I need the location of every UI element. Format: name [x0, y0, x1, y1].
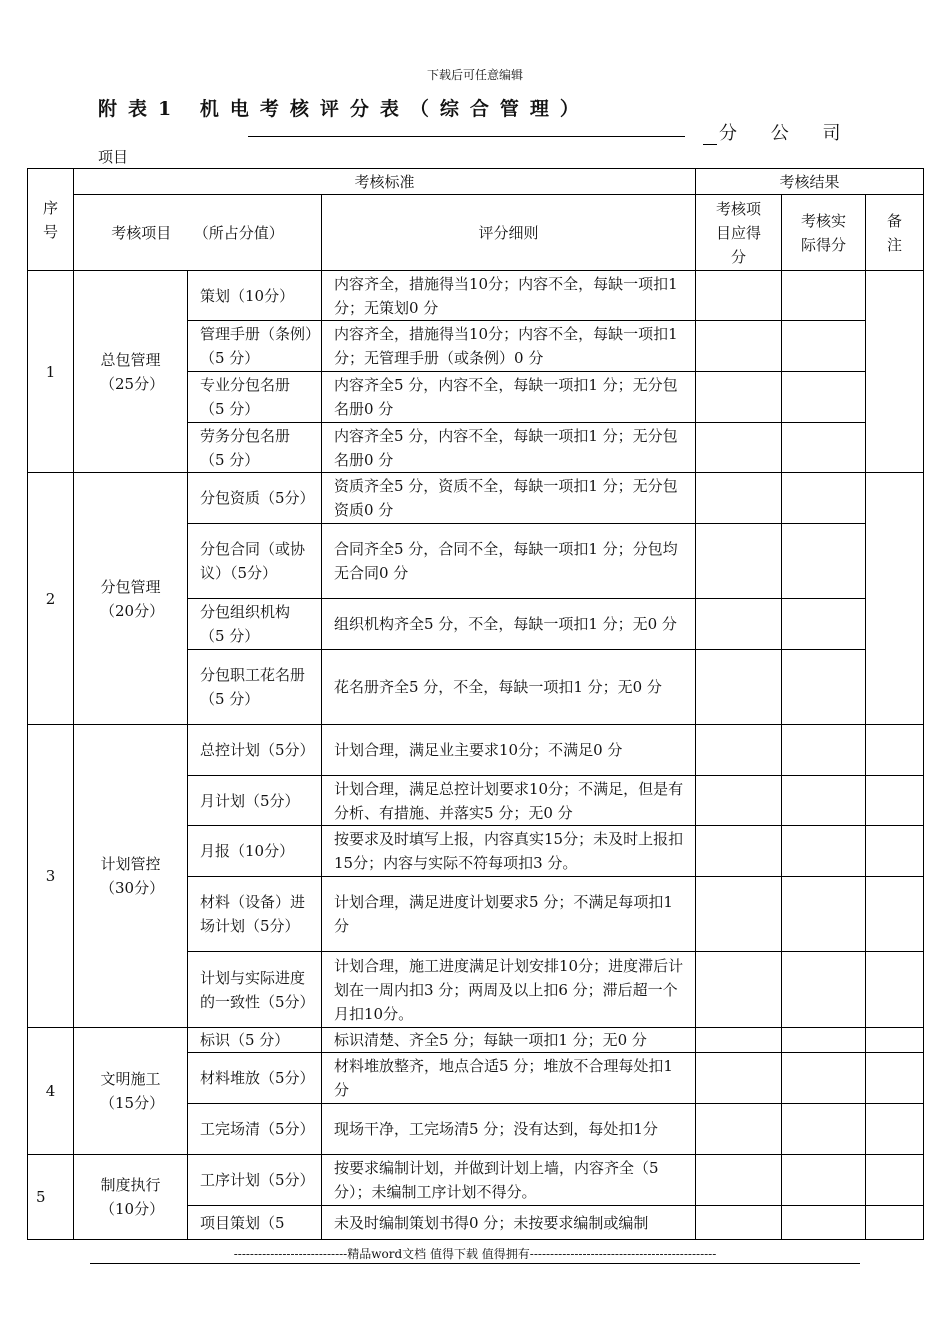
- item-cell: 月报（10分）: [188, 826, 322, 877]
- remark-cell[interactable]: [866, 1028, 924, 1053]
- item-cell: 专业分包名册（5 分）: [188, 372, 322, 423]
- actual-score-cell[interactable]: [782, 423, 866, 473]
- detail-cell: 内容齐全5 分，内容不全，每缺一项扣1 分；无分包名册0 分: [322, 372, 696, 423]
- should-score-cell[interactable]: [696, 1028, 782, 1053]
- actual-score-cell[interactable]: [782, 1028, 866, 1053]
- should-score-cell[interactable]: [696, 1155, 782, 1206]
- group-seq: 2: [28, 473, 74, 725]
- header-item: 考核项目 （所占分值）: [74, 195, 322, 271]
- actual-score-cell[interactable]: [782, 271, 866, 321]
- document-title: 附表1 机电考核评分表（综合管理）: [98, 98, 590, 120]
- actual-score-cell[interactable]: [782, 650, 866, 725]
- footer-rule: [90, 1263, 860, 1264]
- detail-cell: 按要求编制计划，并做到计划上墙，内容齐全（5 分）；未编制工序计划不得分。: [322, 1155, 696, 1206]
- item-cell: 材料堆放（5分）: [188, 1053, 322, 1104]
- actual-score-cell[interactable]: [782, 473, 866, 524]
- header-actual-score: 考核实际得分: [782, 195, 866, 271]
- should-score-cell[interactable]: [696, 524, 782, 599]
- remark-cell[interactable]: [866, 1053, 924, 1104]
- detail-cell: 未及时编制策划书得0 分；未按要求编制或编制: [322, 1206, 696, 1240]
- remark-cell[interactable]: [866, 1104, 924, 1155]
- actual-score-cell[interactable]: [782, 1104, 866, 1155]
- should-score-cell[interactable]: [696, 599, 782, 650]
- scoring-table: [27, 168, 924, 1240]
- actual-score-cell[interactable]: [782, 1206, 866, 1240]
- detail-cell: 资质齐全5 分，资质不全，每缺一项扣1 分；无分包资质0 分: [322, 473, 696, 524]
- group-name: 总包管理（25分）: [74, 271, 188, 473]
- group-name: 计划管控（30分）: [74, 725, 188, 1028]
- actual-score-cell[interactable]: [782, 599, 866, 650]
- should-score-cell[interactable]: [696, 423, 782, 473]
- actual-score-cell[interactable]: [782, 1155, 866, 1206]
- should-score-cell[interactable]: [696, 1053, 782, 1104]
- company-label-text: 分 公 司: [719, 123, 855, 144]
- top-note: 下载后可任意编辑: [426, 68, 523, 82]
- remark-cell[interactable]: [866, 877, 924, 952]
- item-cell: 管理手册（条例）（5 分）: [188, 321, 322, 372]
- table-row: [28, 1028, 924, 1053]
- should-score-cell[interactable]: [696, 776, 782, 826]
- item-cell: 工完场清（5分）: [188, 1104, 322, 1155]
- actual-score-cell[interactable]: [782, 372, 866, 423]
- actual-score-cell[interactable]: [782, 877, 866, 952]
- remark-cell[interactable]: [866, 826, 924, 877]
- item-cell: 策划（10分）: [188, 271, 322, 321]
- remark-cell[interactable]: [866, 271, 924, 473]
- item-cell: 项目策划（5: [188, 1206, 322, 1240]
- should-score-cell[interactable]: [696, 271, 782, 321]
- actual-score-cell[interactable]: [782, 776, 866, 826]
- detail-cell: 计划合理，满足业主要求10分；不满足0 分: [322, 725, 696, 776]
- detail-cell: 合同齐全5 分，合同不全，每缺一项扣1 分；分包均无合同0 分: [322, 524, 696, 599]
- table-row: [28, 1155, 924, 1206]
- item-cell: 月计划（5分）: [188, 776, 322, 826]
- should-score-cell[interactable]: [696, 1104, 782, 1155]
- detail-cell: 标识清楚、齐全5 分；每缺一项扣1 分；无0 分: [322, 1028, 696, 1053]
- remark-cell[interactable]: [866, 473, 924, 725]
- project-label: 项目: [98, 148, 129, 166]
- detail-cell: 计划合理，满足总控计划要求10分；不满足，但是有分析、有措施、并落实5 分；无0 分: [322, 776, 696, 826]
- header-seq: 序号: [28, 169, 74, 271]
- item-cell: 分包职工花名册（5 分）: [188, 650, 322, 725]
- detail-cell: 内容齐全，措施得当10分；内容不全，每缺一项扣1 分；无策划0 分: [322, 271, 696, 321]
- group-name: 分包管理（20分）: [74, 473, 188, 725]
- should-score-cell[interactable]: [696, 372, 782, 423]
- should-score-cell[interactable]: [696, 826, 782, 877]
- group-seq: 3: [28, 725, 74, 1028]
- item-cell: 标识（5 分）: [188, 1028, 322, 1053]
- detail-cell: 按要求及时填写上报，内容真实15分；未及时上报扣15分；内容与实际不符每项扣3 分。: [322, 826, 696, 877]
- remark-cell[interactable]: [866, 952, 924, 1028]
- actual-score-cell[interactable]: [782, 952, 866, 1028]
- item-cell: 计划与实际进度的一致性（5分）: [188, 952, 322, 1028]
- header-remark: 备注: [866, 195, 924, 271]
- should-score-cell[interactable]: [696, 473, 782, 524]
- remark-cell[interactable]: [866, 725, 924, 776]
- detail-cell: 内容齐全，措施得当10分；内容不全，每缺一项扣1 分；无管理手册（或条例）0 分: [322, 321, 696, 372]
- item-cell: 分包资质（5分）: [188, 473, 322, 524]
- header-result: 考核结果: [696, 169, 924, 195]
- group-seq: 4: [28, 1028, 74, 1155]
- header-standard: 考核标准: [74, 169, 696, 195]
- actual-score-cell[interactable]: [782, 321, 866, 372]
- actual-score-cell[interactable]: [782, 524, 866, 599]
- remark-cell[interactable]: [866, 1206, 924, 1240]
- should-score-cell[interactable]: [696, 650, 782, 725]
- actual-score-cell[interactable]: [782, 826, 866, 877]
- should-score-cell[interactable]: [696, 952, 782, 1028]
- item-cell: 工序计划（5分）: [188, 1155, 322, 1206]
- header-should-score: 考核项目应得分: [696, 195, 782, 271]
- group-name: 制度执行（10分）: [74, 1155, 188, 1240]
- actual-score-cell[interactable]: [782, 1053, 866, 1104]
- should-score-cell[interactable]: [696, 877, 782, 952]
- detail-cell: 组织机构齐全5 分，不全，每缺一项扣1 分；无0 分: [322, 599, 696, 650]
- group-seq: 5: [28, 1155, 74, 1240]
- header-detail: 评分细则: [322, 195, 696, 271]
- detail-cell: 计划合理，施工进度满足计划安排10分；进度滞后计划在一周内扣3 分；两周及以上扣6 分；滞后超一个月扣10分。: [322, 952, 696, 1028]
- item-cell: 分包合同（或协议）（5分）: [188, 524, 322, 599]
- detail-cell: 材料堆放整齐，地点合适5 分；堆放不合理每处扣1 分: [322, 1053, 696, 1104]
- table-row: [28, 473, 924, 524]
- actual-score-cell[interactable]: [782, 725, 866, 776]
- footer-note: ----------------------------精品word文档 值得下载 值得拥有----------------------------------------------: [233, 1247, 717, 1261]
- should-score-cell[interactable]: [696, 321, 782, 372]
- detail-cell: 内容齐全5 分，内容不全，每缺一项扣1 分；无分包名册0 分: [322, 423, 696, 473]
- remark-cell[interactable]: [866, 776, 924, 826]
- item-cell: 劳务分包名册（5 分）: [188, 423, 322, 473]
- table-row: [28, 271, 924, 321]
- group-seq: 1: [28, 271, 74, 473]
- group-name: 文明施工（15分）: [74, 1028, 188, 1155]
- detail-cell: 现场干净，工完场清5 分；没有达到，每处扣1分: [322, 1104, 696, 1155]
- should-score-cell[interactable]: [696, 725, 782, 776]
- company-blank: [703, 128, 717, 145]
- item-cell: 材料（设备）进场计划（5分）: [188, 877, 322, 952]
- table-row: [28, 725, 924, 776]
- should-score-cell[interactable]: [696, 1206, 782, 1240]
- detail-cell: 计划合理，满足进度计划要求5 分；不满足每项扣1 分: [322, 877, 696, 952]
- project-name-underline: [248, 136, 685, 137]
- item-cell: 分包组织机构（5 分）: [188, 599, 322, 650]
- company-label: [703, 119, 854, 145]
- remark-cell[interactable]: [866, 1155, 924, 1206]
- detail-cell: 花名册齐全5 分，不全，每缺一项扣1 分；无0 分: [322, 650, 696, 725]
- item-cell: 总控计划（5分）: [188, 725, 322, 776]
